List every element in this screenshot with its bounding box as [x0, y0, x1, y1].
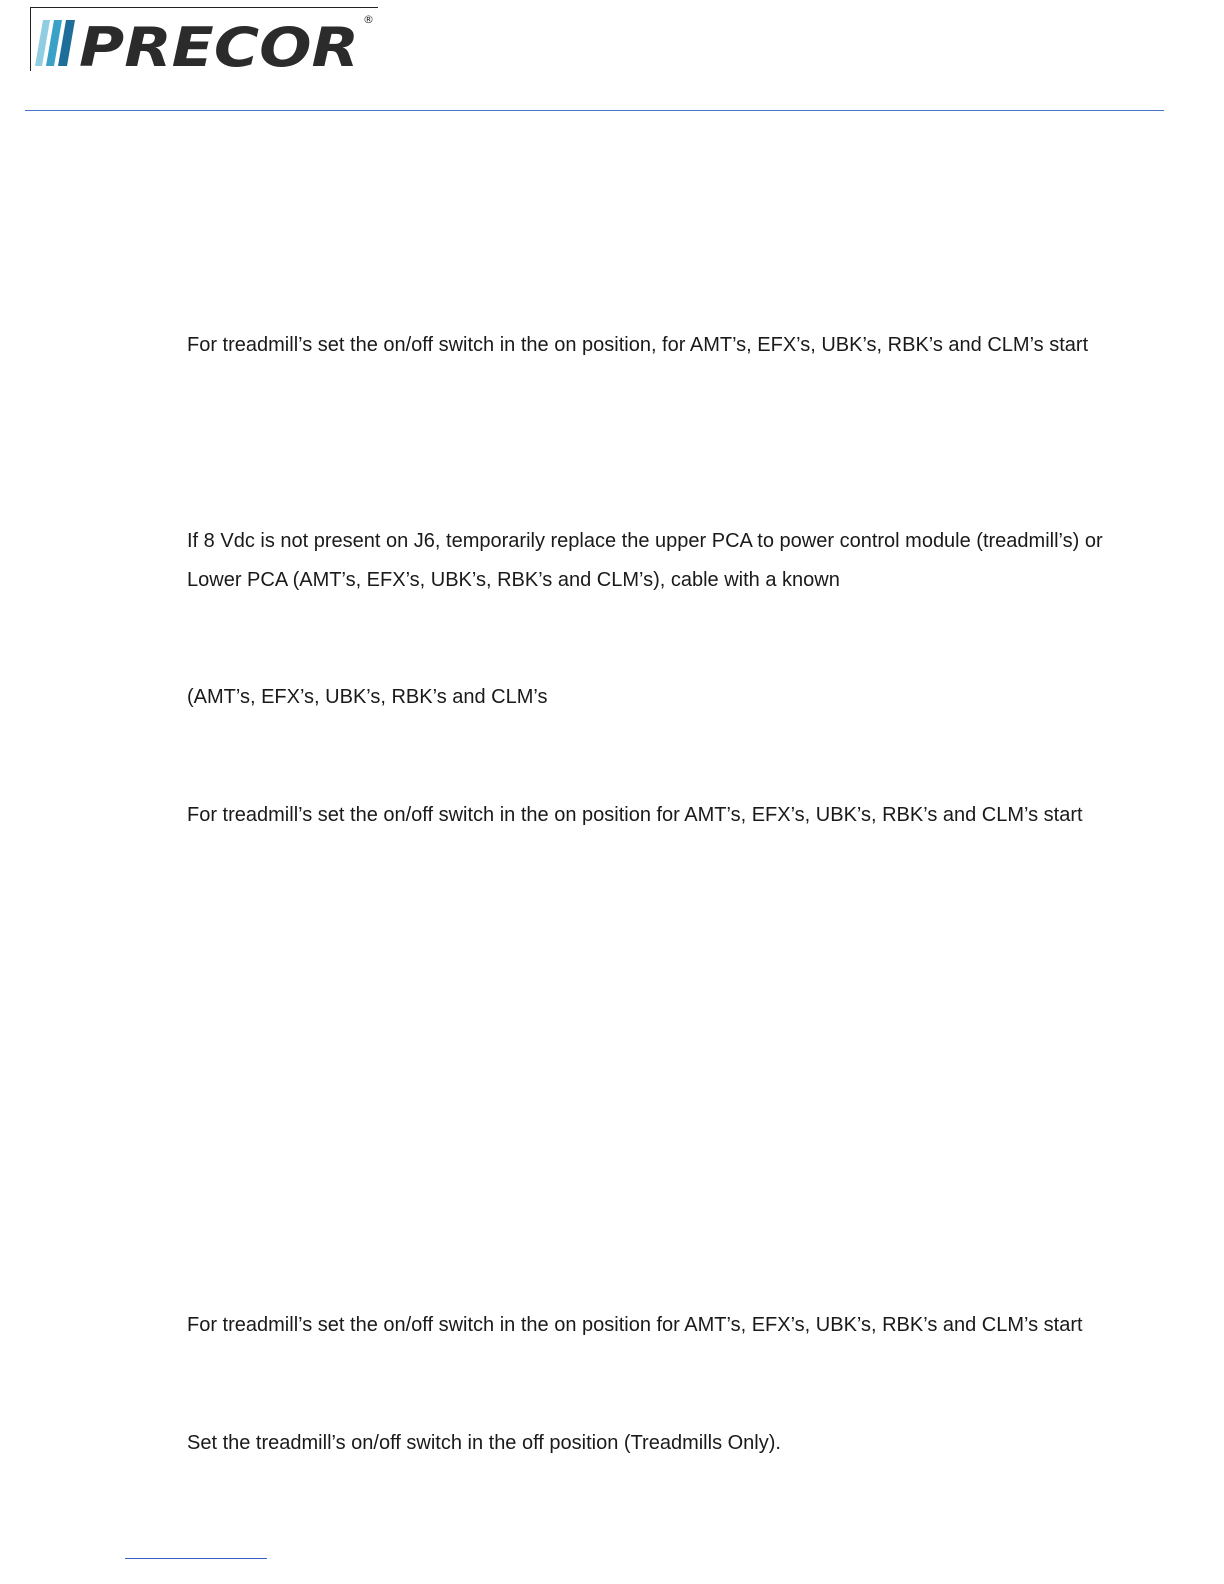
logo-wordmark: PRECOR	[79, 16, 359, 72]
footnote-divider	[125, 1558, 267, 1559]
paragraph-4: For treadmill’s set the on/off switch in the on position for AMT’s, EFX’s, UBK’s, RBK’s and CLM’s start	[187, 804, 1083, 826]
logo-frame	[30, 7, 378, 71]
paragraph-2-line-2: Lower PCA (AMT’s, EFX’s, UBK’s, RBK’s and CLM’s), cable with a known	[187, 569, 840, 591]
paragraph-2-line-1: If 8 Vdc is not present on J6, temporarily replace the upper PCA to power control module (treadmill’s) or	[187, 530, 1103, 552]
header-divider	[25, 110, 1164, 111]
paragraph-6: Set the treadmill’s on/off switch in the off position (Treadmills Only).	[187, 1432, 781, 1454]
paragraph-3: (AMT’s, EFX’s, UBK’s, RBK’s and CLM’s	[187, 686, 548, 708]
paragraph-1: For treadmill’s set the on/off switch in the on position, for AMT’s, EFX’s, UBK’s, RBK’s and CLM’s start	[187, 334, 1089, 356]
paragraph-5: For treadmill’s set the on/off switch in the on position for AMT’s, EFX’s, UBK’s, RBK’s and CLM’s start	[187, 1314, 1083, 1336]
precor-logo	[31, 8, 379, 72]
registered-mark: ®	[363, 13, 374, 26]
